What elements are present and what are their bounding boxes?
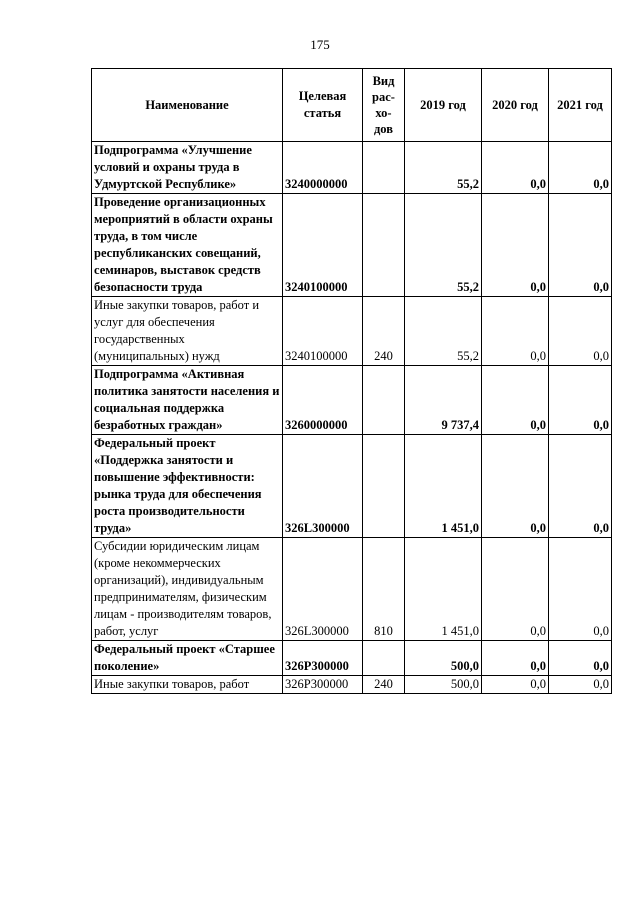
- row-target-code: 3240100000: [283, 194, 363, 297]
- row-value-2020: 0,0: [482, 194, 549, 297]
- row-vid: [363, 194, 405, 297]
- header-2021: 2021 год: [549, 69, 612, 142]
- row-value-2021: 0,0: [549, 538, 612, 641]
- row-target-code: 326P300000: [283, 676, 363, 694]
- row-value-2019: 55,2: [405, 297, 482, 366]
- table-row: [92, 676, 612, 694]
- row-target-code: 3260000000: [283, 366, 363, 435]
- budget-table: [91, 68, 612, 694]
- row-value-2021: 0,0: [549, 142, 612, 194]
- row-name: Федеральный проект «Старшее поколение»: [92, 641, 283, 676]
- row-value-2019: 9 737,4: [405, 366, 482, 435]
- row-value-2020: 0,0: [482, 676, 549, 694]
- row-value-2020: 0,0: [482, 538, 549, 641]
- row-name: Иные закупки товаров, работ: [92, 676, 283, 694]
- row-name: Иные закупки товаров, работ и услуг для обеспечения государственных (муниципальных) нужд: [92, 297, 283, 366]
- header-2020: 2020 год: [482, 69, 549, 142]
- table-row: [92, 194, 612, 297]
- row-value-2019: 1 451,0: [405, 538, 482, 641]
- row-value-2021: 0,0: [549, 435, 612, 538]
- row-vid: [363, 366, 405, 435]
- row-name: Субсидии юридическим лицам (кроме некоммерческих организаций), индивидуальным предпринимателям, физическим лицам - производителям товаров, работ, услуг: [92, 538, 283, 641]
- row-vid: [363, 641, 405, 676]
- row-target-code: 326P300000: [283, 641, 363, 676]
- header-2019: 2019 год: [405, 69, 482, 142]
- row-target-code: 3240100000: [283, 297, 363, 366]
- header-vid: Вид рас- хо- дов: [363, 69, 405, 142]
- row-vid: [363, 435, 405, 538]
- row-vid: 240: [363, 297, 405, 366]
- header-target: Целевая статья: [283, 69, 363, 142]
- row-vid: 240: [363, 676, 405, 694]
- row-name: Проведение организационных мероприятий в области охраны труда, в том числе республиканских совещаний, семинаров, выставок средств безопасности труда: [92, 194, 283, 297]
- row-vid: 810: [363, 538, 405, 641]
- header-row: [92, 69, 612, 142]
- header-name: Наименование: [92, 69, 283, 142]
- row-value-2021: 0,0: [549, 194, 612, 297]
- row-name: Подпрограмма «Улучшение условий и охраны труда в Удмуртской Республике»: [92, 142, 283, 194]
- row-value-2020: 0,0: [482, 297, 549, 366]
- row-value-2020: 0,0: [482, 641, 549, 676]
- row-value-2019: 500,0: [405, 676, 482, 694]
- row-value-2020: 0,0: [482, 366, 549, 435]
- row-target-code: 3240000000: [283, 142, 363, 194]
- row-value-2019: 55,2: [405, 142, 482, 194]
- row-vid: [363, 142, 405, 194]
- row-value-2020: 0,0: [482, 142, 549, 194]
- row-value-2021: 0,0: [549, 676, 612, 694]
- table-row: [92, 142, 612, 194]
- page-number: 175: [310, 37, 330, 52]
- table-row: [92, 366, 612, 435]
- table-row: [92, 641, 612, 676]
- row-value-2021: 0,0: [549, 297, 612, 366]
- row-value-2019: 500,0: [405, 641, 482, 676]
- row-value-2021: 0,0: [549, 366, 612, 435]
- row-value-2021: 0,0: [549, 641, 612, 676]
- table-row: [92, 297, 612, 366]
- table-row: [92, 435, 612, 538]
- row-name: Федеральный проект «Поддержка занятости и повышение эффективности: рынка труда для обеспечения роста производительности труда»: [92, 435, 283, 538]
- row-name: Подпрограмма «Активная политика занятости населения и социальная поддержка безработных граждан»: [92, 366, 283, 435]
- row-value-2020: 0,0: [482, 435, 549, 538]
- row-target-code: 326L300000: [283, 538, 363, 641]
- row-target-code: 326L300000: [283, 435, 363, 538]
- row-value-2019: 55,2: [405, 194, 482, 297]
- table-row: [92, 538, 612, 641]
- row-value-2019: 1 451,0: [405, 435, 482, 538]
